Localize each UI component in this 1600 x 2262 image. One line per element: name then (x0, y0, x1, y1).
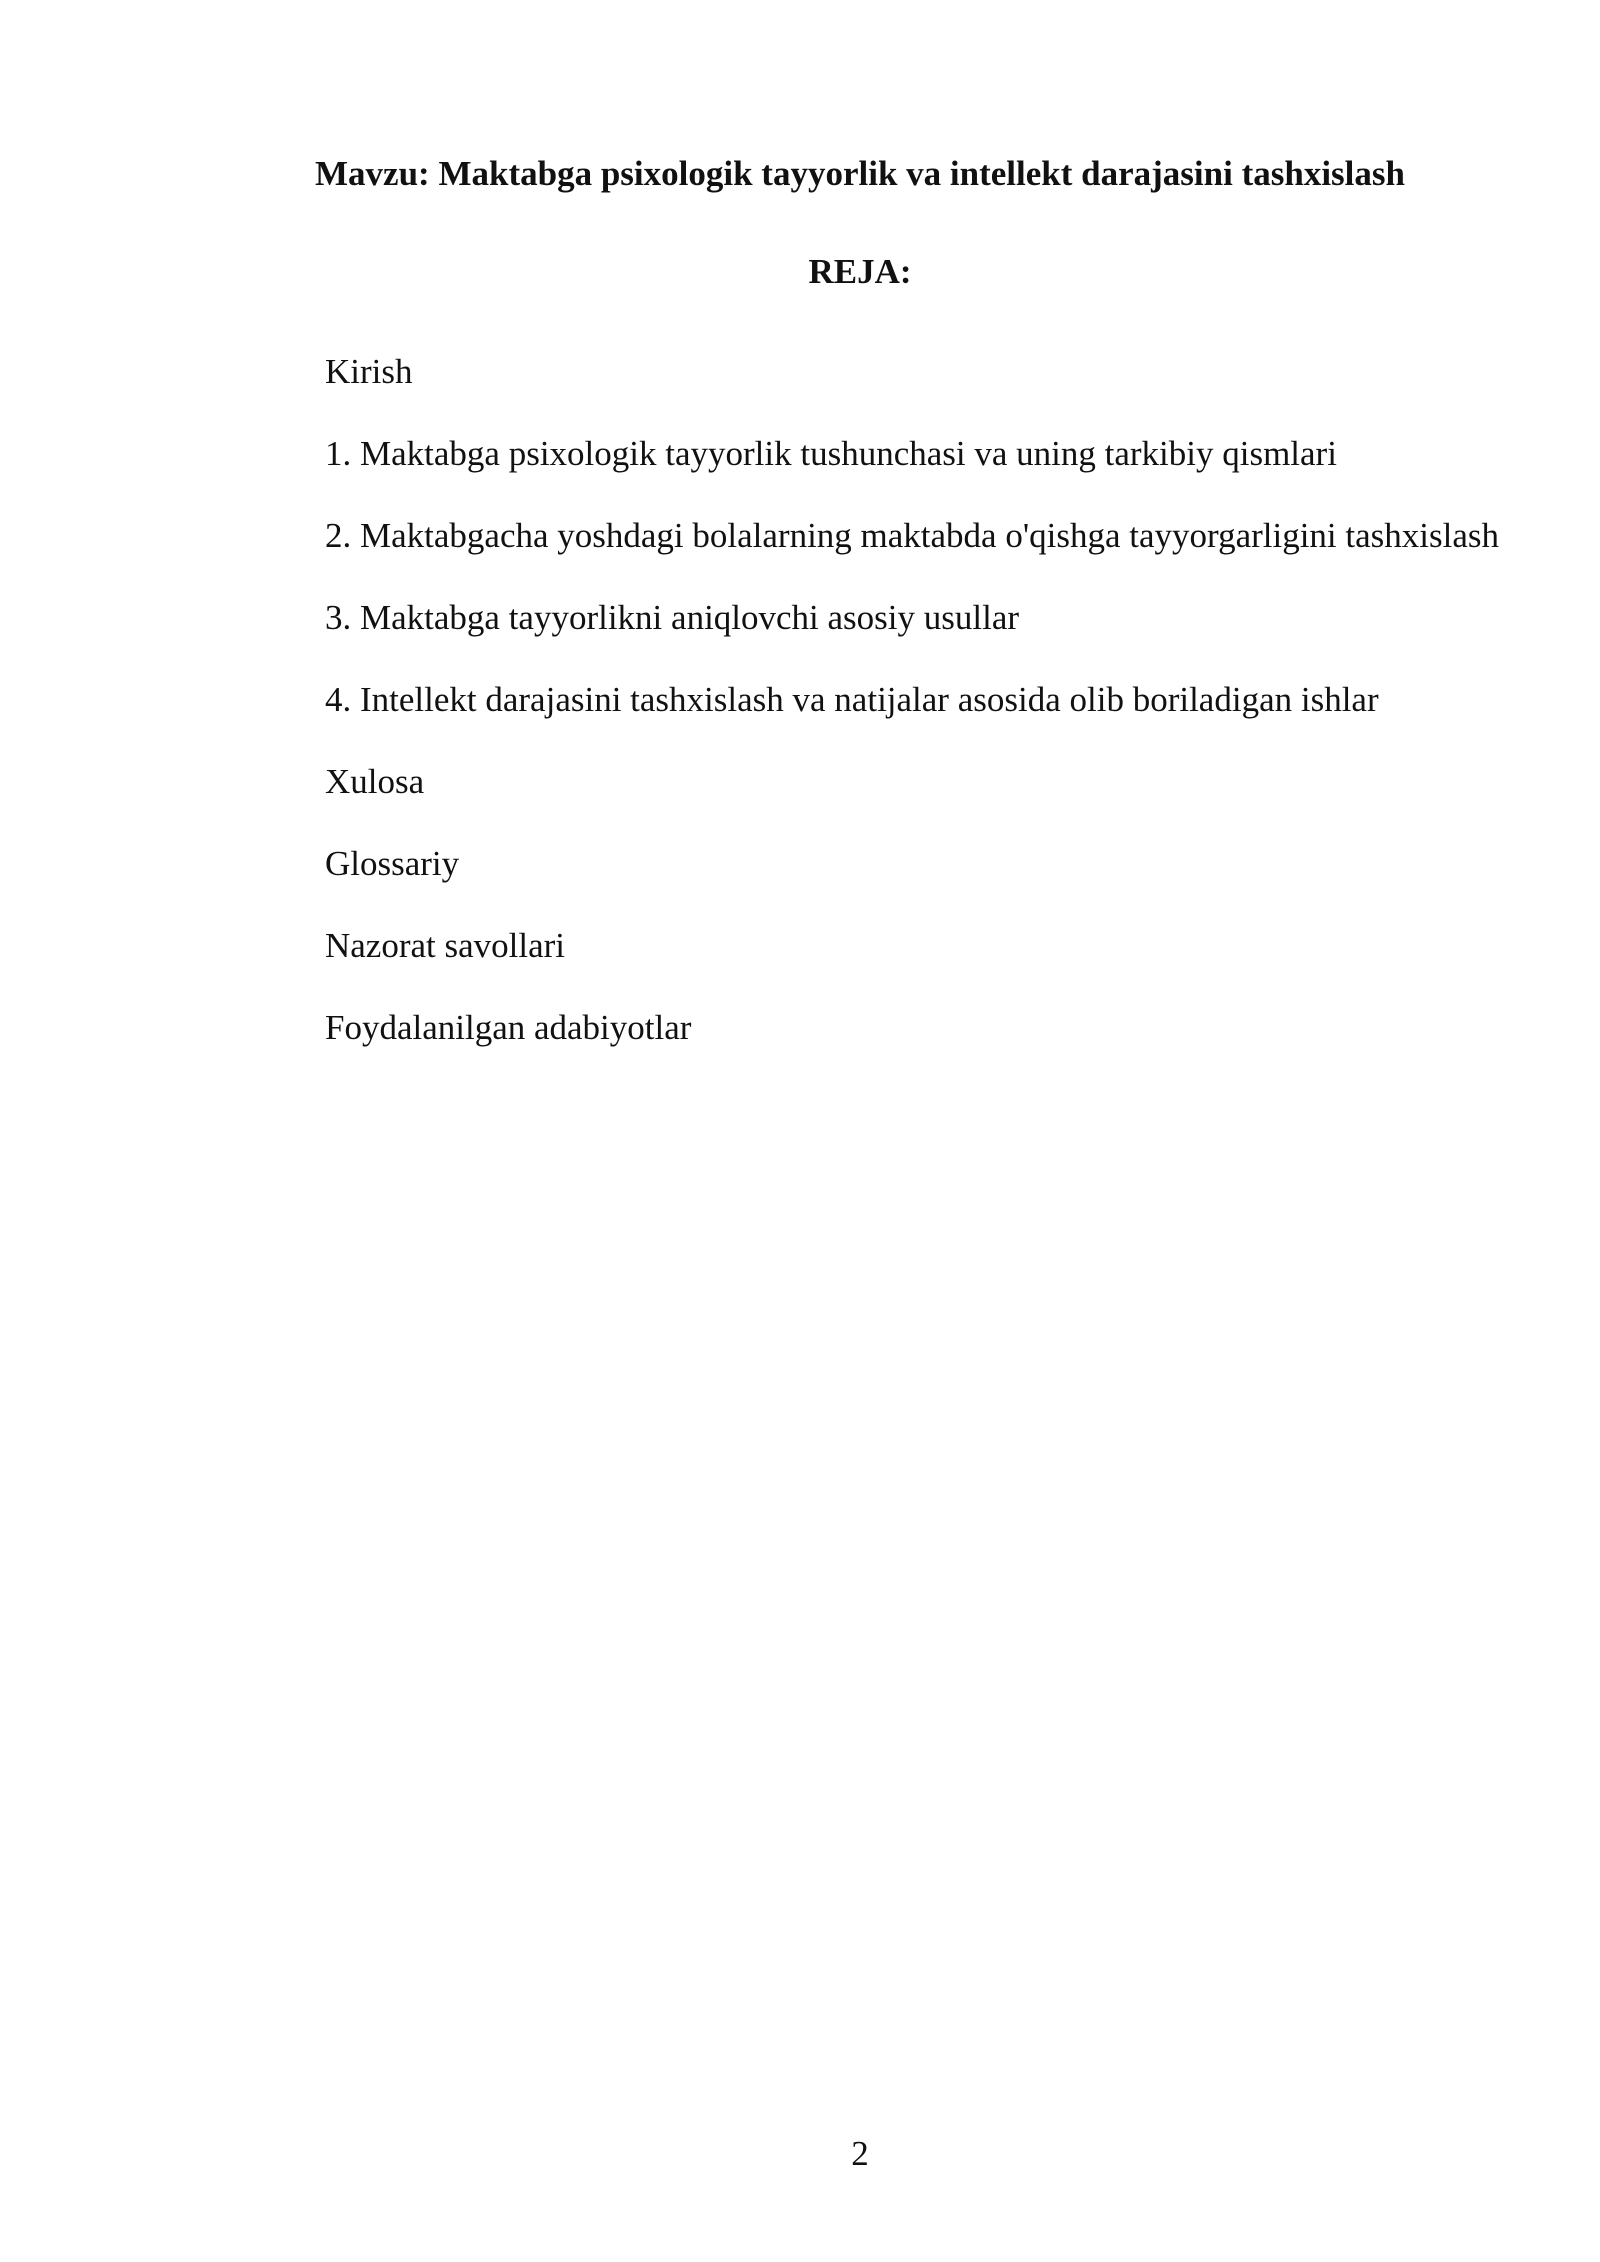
plan-item-1: 1. Maktabga psixologik tayyorlik tushunchasi va uning tarkibiy qismlari (325, 434, 1337, 473)
plan-item-control-questions: Nazorat savollari (325, 926, 566, 965)
plan-item-glossary: Glossariy (325, 844, 460, 883)
document-title: Mavzu: Maktabga psixologik tayyorlik va intellekt darajasini tashxislash (315, 154, 1405, 193)
plan-item-introduction: Kirish (325, 352, 413, 391)
plan-item-4: 4. Intellekt darajasini tashxislash va natijalar asosida olib boriladigan ishlar (325, 680, 1379, 719)
plan-item-conclusion: Xulosa (325, 762, 425, 801)
plan-item-2: 2. Maktabgacha yoshdagi bolalarning maktabda o'qishga tayyorgarligini tashxislash (325, 516, 1500, 555)
plan-heading: REJA: (808, 252, 912, 291)
plan-item-3: 3. Maktabga tayyorlikni aniqlovchi asosiy usullar (325, 598, 1020, 637)
page-number: 2 (851, 2134, 869, 2173)
plan-item-references: Foydalanilgan adabiyotlar (325, 1008, 692, 1047)
plan-list (325, 340, 1525, 1078)
